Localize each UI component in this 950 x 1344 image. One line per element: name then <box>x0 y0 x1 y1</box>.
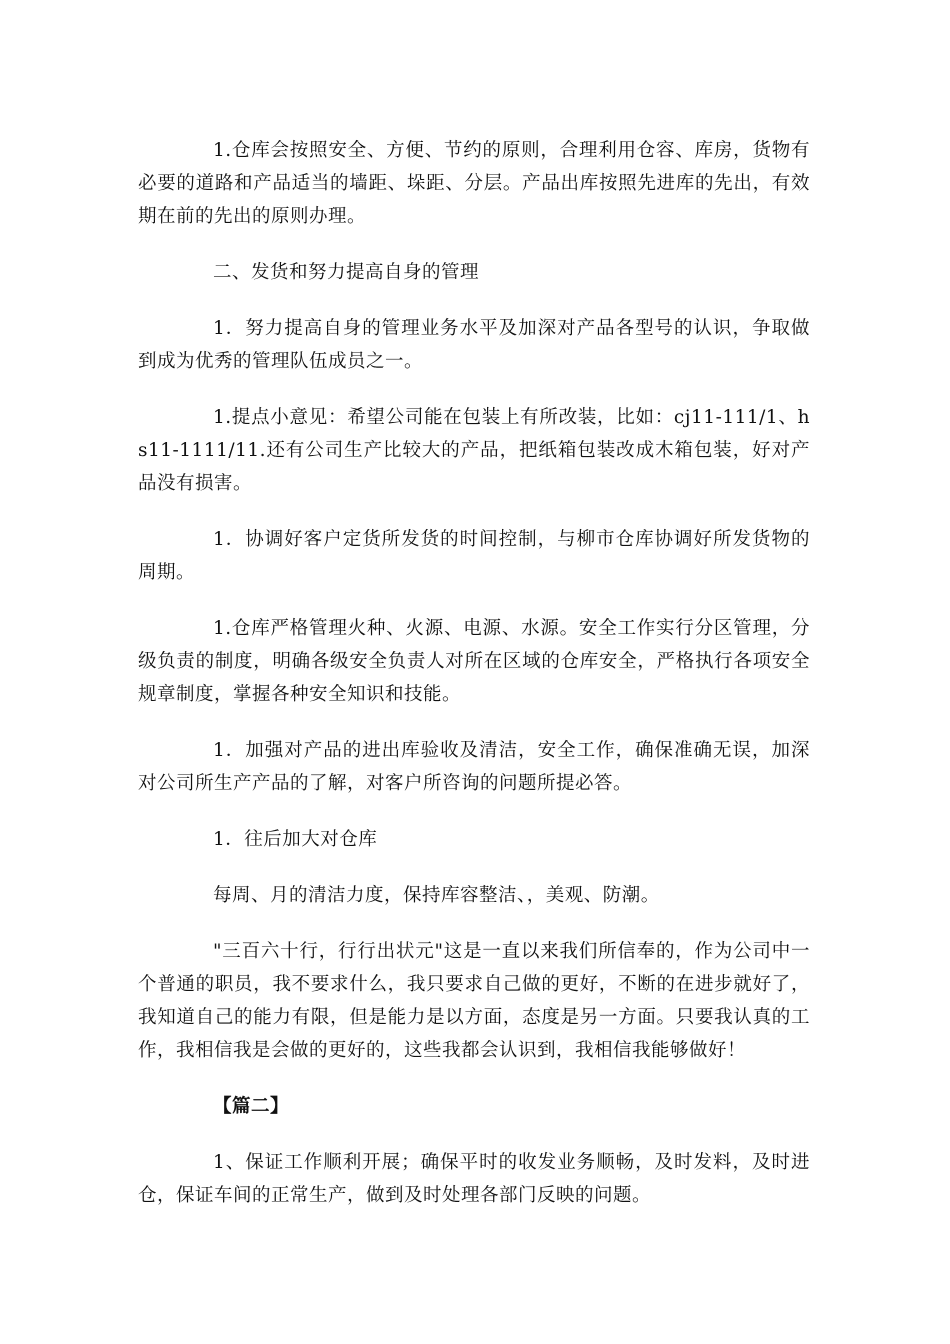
paragraph-warehouse-effort: 1．往后加大对仓库 <box>213 829 378 850</box>
paragraph-warehouse-principles: 1.仓库会按照安全、方便、节约的原则，合理利用仓容、库房，货物有必要的道路和产品适当的墙距、垛距、分层。产品出库按照先进库的先出，有效期在前的先出的原则办理。 <box>138 140 810 227</box>
section-heading-shipping: 二、发货和努力提高自身的管理 <box>213 262 480 283</box>
paragraph-inspection-cleaning: 1．加强对产品的进出库验收及清洁，安全工作，确保准确无误，加深对公司所生产产品的了解，对客户所咨询的问题所提必答。 <box>138 740 810 794</box>
paragraph-personal-statement: "三百六十行，行行出状元"这是一直以来我们所信奉的，作为公司中一个普通的职员，我不要求什么，我只要求自己做的更好，不断的在进步就好了，我知道自己的能力有限，但是能力是以方面，态度是另一方面。只要我认真的工作，我相信我是会做的更好的，这些我都会认识到，我相信我能够做好！ <box>138 941 810 1061</box>
section-heading-part-two: 【篇二】 <box>213 1096 290 1117</box>
paragraph-packaging-suggestion: 1.提点小意见：希望公司能在包装上有所改装，比如：cj11-111/1、hs11-1111/11.还有公司生产比较大的产品，把纸箱包装改成木箱包装，好对产品没有损害。 <box>138 407 810 494</box>
paragraph-improve-management: 1．努力提高自身的管理业务水平及加深对产品各型号的认识，争取做到成为优秀的管理队伍成员之一。 <box>138 318 810 372</box>
paragraph-cleaning-schedule: 每周、月的清洁力度，保持库容整洁、，美观、防潮。 <box>213 885 660 906</box>
paragraph-delivery-coordination: 1．协调好客户定货所发货的时间控制，与柳市仓库协调好所发货物的周期。 <box>138 529 810 583</box>
paragraph-ensure-operations: 1、保证工作顺利开展；确保平时的收发业务顺畅，及时发料，及时进仓，保证车间的正常生产，做到及时处理各部门反映的问题。 <box>138 1152 810 1206</box>
paragraph-fire-safety: 1.仓库严格管理火种、火源、电源、水源。安全工作实行分区管理，分级负责的制度，明确各级安全负责人对所在区域的仓库安全，严格执行各项安全规章制度，掌握各种安全知识和技能。 <box>138 618 810 705</box>
document-body <box>138 134 810 1235</box>
